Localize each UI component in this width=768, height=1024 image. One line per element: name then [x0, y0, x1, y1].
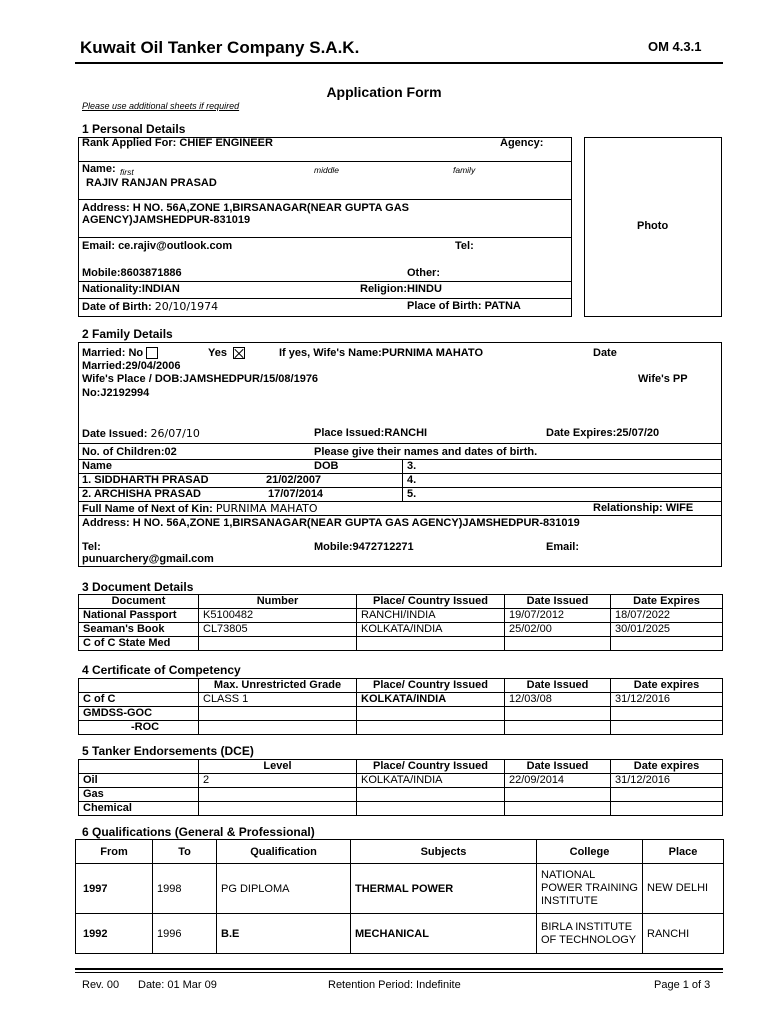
table-row	[79, 788, 723, 802]
place-issued: Place Issued:RANCHI	[314, 427, 428, 439]
row-label: National Passport	[79, 609, 199, 623]
name-family-caption: family	[453, 165, 476, 175]
relationship: Relationship: WIFE	[593, 502, 694, 514]
table-row	[79, 721, 723, 735]
child-slot-4: 4.	[407, 474, 417, 486]
table-cell[interactable]	[505, 788, 611, 802]
table-header-row	[79, 679, 723, 693]
company-name: Kuwait Oil Tanker Company S.A.K.	[80, 38, 360, 57]
footer-retention: Retention Period: Indefinite	[328, 979, 461, 991]
table-row	[76, 914, 724, 954]
photo-label: Photo	[637, 220, 669, 232]
table-cell[interactable]	[199, 802, 357, 816]
footer-rule-thin	[75, 972, 723, 973]
table-cell[interactable]	[357, 707, 505, 721]
kin-mobile: Mobile:9472712271	[314, 541, 414, 553]
row-label: C of C State Med	[79, 637, 199, 651]
tel-label: Tel:	[455, 240, 474, 252]
kin-tel-label: Tel:	[82, 541, 101, 553]
qualification-to: 1996	[153, 914, 217, 954]
table-row	[79, 623, 723, 637]
qualification-to: 1998	[153, 864, 217, 914]
religion-field: Religion:HINDU	[360, 283, 442, 295]
column-header: From	[76, 840, 153, 864]
qualification-name: B.E	[217, 914, 351, 954]
table-cell[interactable]	[357, 721, 505, 735]
table-cell: 31/12/2016	[611, 774, 723, 788]
documents-table	[78, 594, 723, 651]
table-header-row	[79, 760, 723, 774]
table-row	[76, 864, 724, 914]
date-expires: Date Expires:25/07/20	[546, 427, 660, 439]
row-label: GMDSS-GOC	[79, 707, 199, 721]
next-of-kin-label: Full Name of Next of Kin: PURNIMA MAHATO	[82, 502, 318, 515]
section-family-heading: 2 Family Details	[82, 327, 173, 341]
column-header: Date Issued	[505, 760, 611, 774]
table-row	[79, 693, 723, 707]
footer-date: Date: 01 Mar 09	[138, 979, 217, 991]
row-label: Chemical	[79, 802, 199, 816]
divider	[402, 459, 403, 501]
address-line-2: AGENCY)JAMSHEDPUR-831019	[82, 214, 251, 226]
row-label: Seaman's Book	[79, 623, 199, 637]
table-cell[interactable]	[199, 637, 357, 651]
table-cell: CL73805	[199, 623, 357, 637]
table-header-row	[76, 840, 724, 864]
footer-revision: Rev. 00	[82, 979, 120, 991]
table-cell[interactable]	[199, 707, 357, 721]
name-first-caption: first	[120, 167, 134, 177]
name-label: Name:	[82, 163, 116, 175]
document-code: OM 4.3.1	[648, 39, 702, 54]
qualification-from: 1997	[76, 864, 153, 914]
qualification-subjects: MECHANICAL	[351, 914, 537, 954]
nationality-field: Nationality:INDIAN	[82, 283, 180, 295]
column-header: Place/ Country Issued	[357, 679, 505, 693]
children-name-header: Name	[82, 460, 112, 472]
column-header: Max. Unrestricted Grade	[199, 679, 357, 693]
table-row	[79, 609, 723, 623]
child-2-dob: 17/07/2014	[268, 488, 324, 500]
table-cell: 25/02/00	[505, 623, 611, 637]
wife-name: If yes, Wife's Name:PURNIMA MAHATO	[279, 347, 484, 359]
place-of-birth: Place of Birth: PATNA	[407, 300, 521, 312]
table-cell: KOLKATA/INDIA	[357, 623, 505, 637]
qualification-name: PG DIPLOMA	[217, 864, 351, 914]
footer-rule	[75, 968, 723, 970]
dob-value: 20/10/1974	[154, 300, 219, 313]
column-header: Date expires	[611, 760, 723, 774]
table-cell[interactable]	[357, 788, 505, 802]
child-slot-3: 3.	[407, 460, 417, 472]
table-row	[79, 802, 723, 816]
rank-label: Rank Applied For: CHIEF ENGINEER	[82, 137, 273, 149]
child-1-name: 1. SIDDHARTH PRASAD	[82, 474, 209, 486]
column-header: Date Issued	[505, 679, 611, 693]
address-line-1: Address: H NO. 56A,ZONE 1,BIRSANAGAR(NEAR GUPTA GAS	[82, 202, 409, 214]
column-header: College	[537, 840, 643, 864]
kin-email-label: Email:	[546, 541, 580, 553]
married-yes-checkbox[interactable]	[233, 347, 245, 359]
date-married-label: Date	[593, 347, 617, 359]
qualification-place: RANCHI	[643, 914, 724, 954]
date-issued-label: Date Issued: 26/07/10	[82, 427, 200, 440]
married-no-label: Married: No	[82, 347, 158, 359]
section-documents-heading: 3 Document Details	[82, 580, 194, 594]
mobile-field: Mobile:8603871886	[82, 267, 182, 279]
column-header: Date expires	[611, 679, 723, 693]
section-competency-heading: 4 Certificate of Competency	[82, 663, 241, 677]
column-header: Subjects	[351, 840, 537, 864]
table-row	[79, 637, 723, 651]
next-of-kin-name: PURNIMA MAHATO	[215, 502, 318, 515]
email-field: Email: ce.rajiv@outlook.com	[82, 240, 233, 252]
table-cell: 12/03/08	[505, 693, 611, 707]
table-cell[interactable]	[505, 707, 611, 721]
qualification-college: NATIONAL POWER TRAINING INSTITUTE	[537, 864, 643, 914]
table-cell[interactable]	[505, 637, 611, 651]
section-qualifications-heading: 6 Qualifications (General & Professional)	[82, 825, 315, 839]
table-cell[interactable]	[611, 802, 723, 816]
table-cell: 31/12/2016	[611, 693, 723, 707]
divider	[78, 161, 572, 162]
table-row	[79, 707, 723, 721]
column-header: Place/ Country Issued	[357, 760, 505, 774]
row-label: C of C	[79, 693, 199, 707]
table-cell[interactable]	[505, 802, 611, 816]
table-cell: 30/01/2025	[611, 623, 723, 637]
married-date: Married:29/04/2006	[82, 360, 181, 372]
table-cell: K5100482	[199, 609, 357, 623]
column-header: Document	[79, 595, 199, 609]
table-header-row	[79, 595, 723, 609]
qualification-college: BIRLA INSTITUTE OF TECHNOLOGY	[537, 914, 643, 954]
child-slot-5: 5.	[407, 488, 417, 500]
children-note: Please give their names and dates of birth.	[314, 446, 538, 458]
table-cell[interactable]	[611, 707, 723, 721]
section-tanker-heading: 5 Tanker Endorsements (DCE)	[82, 744, 254, 758]
table-cell[interactable]	[611, 637, 723, 651]
table-cell: 19/07/2012	[505, 609, 611, 623]
table-cell: 2	[199, 774, 357, 788]
table-cell[interactable]	[199, 788, 357, 802]
column-header: Qualification	[217, 840, 351, 864]
qualification-subjects: THERMAL POWER	[351, 864, 537, 914]
form-title: Application Form	[326, 84, 442, 100]
column-header: Date Expires	[611, 595, 723, 609]
dob-label: Date of Birth: 20/10/1974	[82, 300, 219, 313]
table-cell[interactable]	[505, 721, 611, 735]
table-cell: KOLKATA/INDIA	[357, 774, 505, 788]
divider	[78, 298, 572, 299]
child-2-name: 2. ARCHISHA PRASAD	[82, 488, 201, 500]
date-issued-value: 26/07/10	[150, 427, 200, 440]
qualifications-table	[75, 839, 724, 954]
divider	[78, 281, 572, 282]
column-header: To	[153, 840, 217, 864]
kin-address: Address: H NO. 56A,ZONE 1,BIRSANAGAR(NEAR GUPTA GAS AGENCY)JAMSHEDPUR-831019	[82, 517, 580, 529]
children-dob-header: DOB	[314, 460, 339, 472]
passport-number: No:J2192994	[82, 387, 150, 399]
kin-email: punuarchery@gmail.com	[82, 553, 214, 565]
table-cell: 22/09/2014	[505, 774, 611, 788]
column-header: Level	[199, 760, 357, 774]
column-header: Place	[643, 840, 724, 864]
child-1-dob: 21/02/2007	[266, 474, 322, 486]
table-row	[79, 774, 723, 788]
column-header: Place/ Country Issued	[357, 595, 505, 609]
row-label: -ROC	[79, 721, 199, 735]
header-rule	[75, 62, 723, 64]
column-header: Number	[199, 595, 357, 609]
married-yes-label: Yes	[208, 347, 245, 359]
children-count: No. of Children:02	[82, 446, 177, 458]
divider	[78, 515, 722, 516]
divider	[78, 443, 722, 444]
form-note: Please use additional sheets if required	[82, 101, 240, 111]
table-cell[interactable]	[199, 721, 357, 735]
footer-page-number: Page 1 of 3	[654, 979, 711, 991]
column-header	[79, 679, 199, 693]
wife-place-dob: Wife's Place / DOB:JAMSHEDPUR/15/08/1976	[82, 373, 319, 385]
table-cell: KOLKATA/INDIA	[357, 693, 505, 707]
divider	[78, 237, 572, 238]
section-personal-heading: 1 Personal Details	[82, 122, 186, 136]
column-header: Date Issued	[505, 595, 611, 609]
rank-value: CHIEF ENGINEER	[179, 137, 273, 149]
table-cell: 18/07/2022	[611, 609, 723, 623]
row-label: Gas	[79, 788, 199, 802]
table-cell[interactable]	[357, 802, 505, 816]
competency-table	[78, 678, 723, 735]
married-no-checkbox[interactable]	[146, 347, 158, 359]
table-cell[interactable]	[611, 788, 723, 802]
table-cell[interactable]	[357, 637, 505, 651]
table-cell[interactable]	[611, 721, 723, 735]
table-cell: CLASS 1	[199, 693, 357, 707]
name-middle-caption: middle	[314, 165, 340, 175]
qualification-from: 1992	[76, 914, 153, 954]
agency-label: Agency:	[500, 137, 544, 149]
qualification-place: NEW DELHI	[643, 864, 724, 914]
divider	[78, 199, 572, 200]
table-cell: RANCHI/INDIA	[357, 609, 505, 623]
applicant-name: RAJIV RANJAN PRASAD	[86, 177, 217, 189]
other-label: Other:	[407, 267, 440, 279]
column-header	[79, 760, 199, 774]
wife-pp-label: Wife's PP	[638, 373, 688, 385]
tanker-table	[78, 759, 723, 816]
row-label: Oil	[79, 774, 199, 788]
divider	[78, 459, 722, 460]
